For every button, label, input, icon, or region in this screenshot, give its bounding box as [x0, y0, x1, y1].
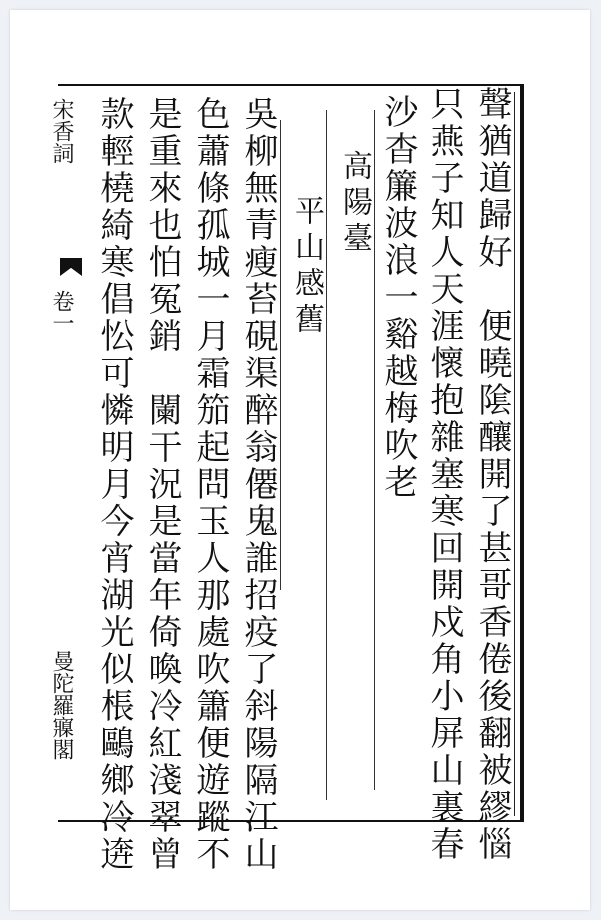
frame-inner-line	[514, 92, 515, 816]
column-rule	[280, 120, 281, 590]
volume-label: 卷一	[49, 290, 74, 334]
text-column-6: 吳柳無青瘦苔硯渠醉翁僊鬼誰招疫了斜陽隔江山	[238, 96, 278, 873]
text-column-4-title: 高陽臺	[337, 150, 372, 258]
text-column-1: 聲猶道歸好 便曉隂釀開了甚哥香倦後翻被繆惱	[472, 86, 512, 863]
text-column-2: 只燕子知人天涯懷抱雜塞寒回開戍角小屏山裏春	[424, 86, 464, 863]
text-column-5-subtitle: 平山感舊	[289, 195, 324, 339]
text-column-3: 沙杳簾波浪一谿越梅吹老	[378, 94, 418, 501]
text-column-7: 色蕭條孤城一月霜笳起問玉人那處吹簫便遊蹤不	[190, 96, 230, 873]
book-title-margin: 宋香詞	[49, 98, 74, 164]
text-column-9: 款輕橈綺寒倡忪可憐明月今宵湖光似棖鷗鄉冷逩	[94, 96, 134, 873]
text-column-8: 是重來也怕冤銷 闌干況是當年倚喚冷紅淺翠曾	[142, 96, 182, 873]
studio-name: 曼陀羅寱閣	[49, 650, 74, 760]
